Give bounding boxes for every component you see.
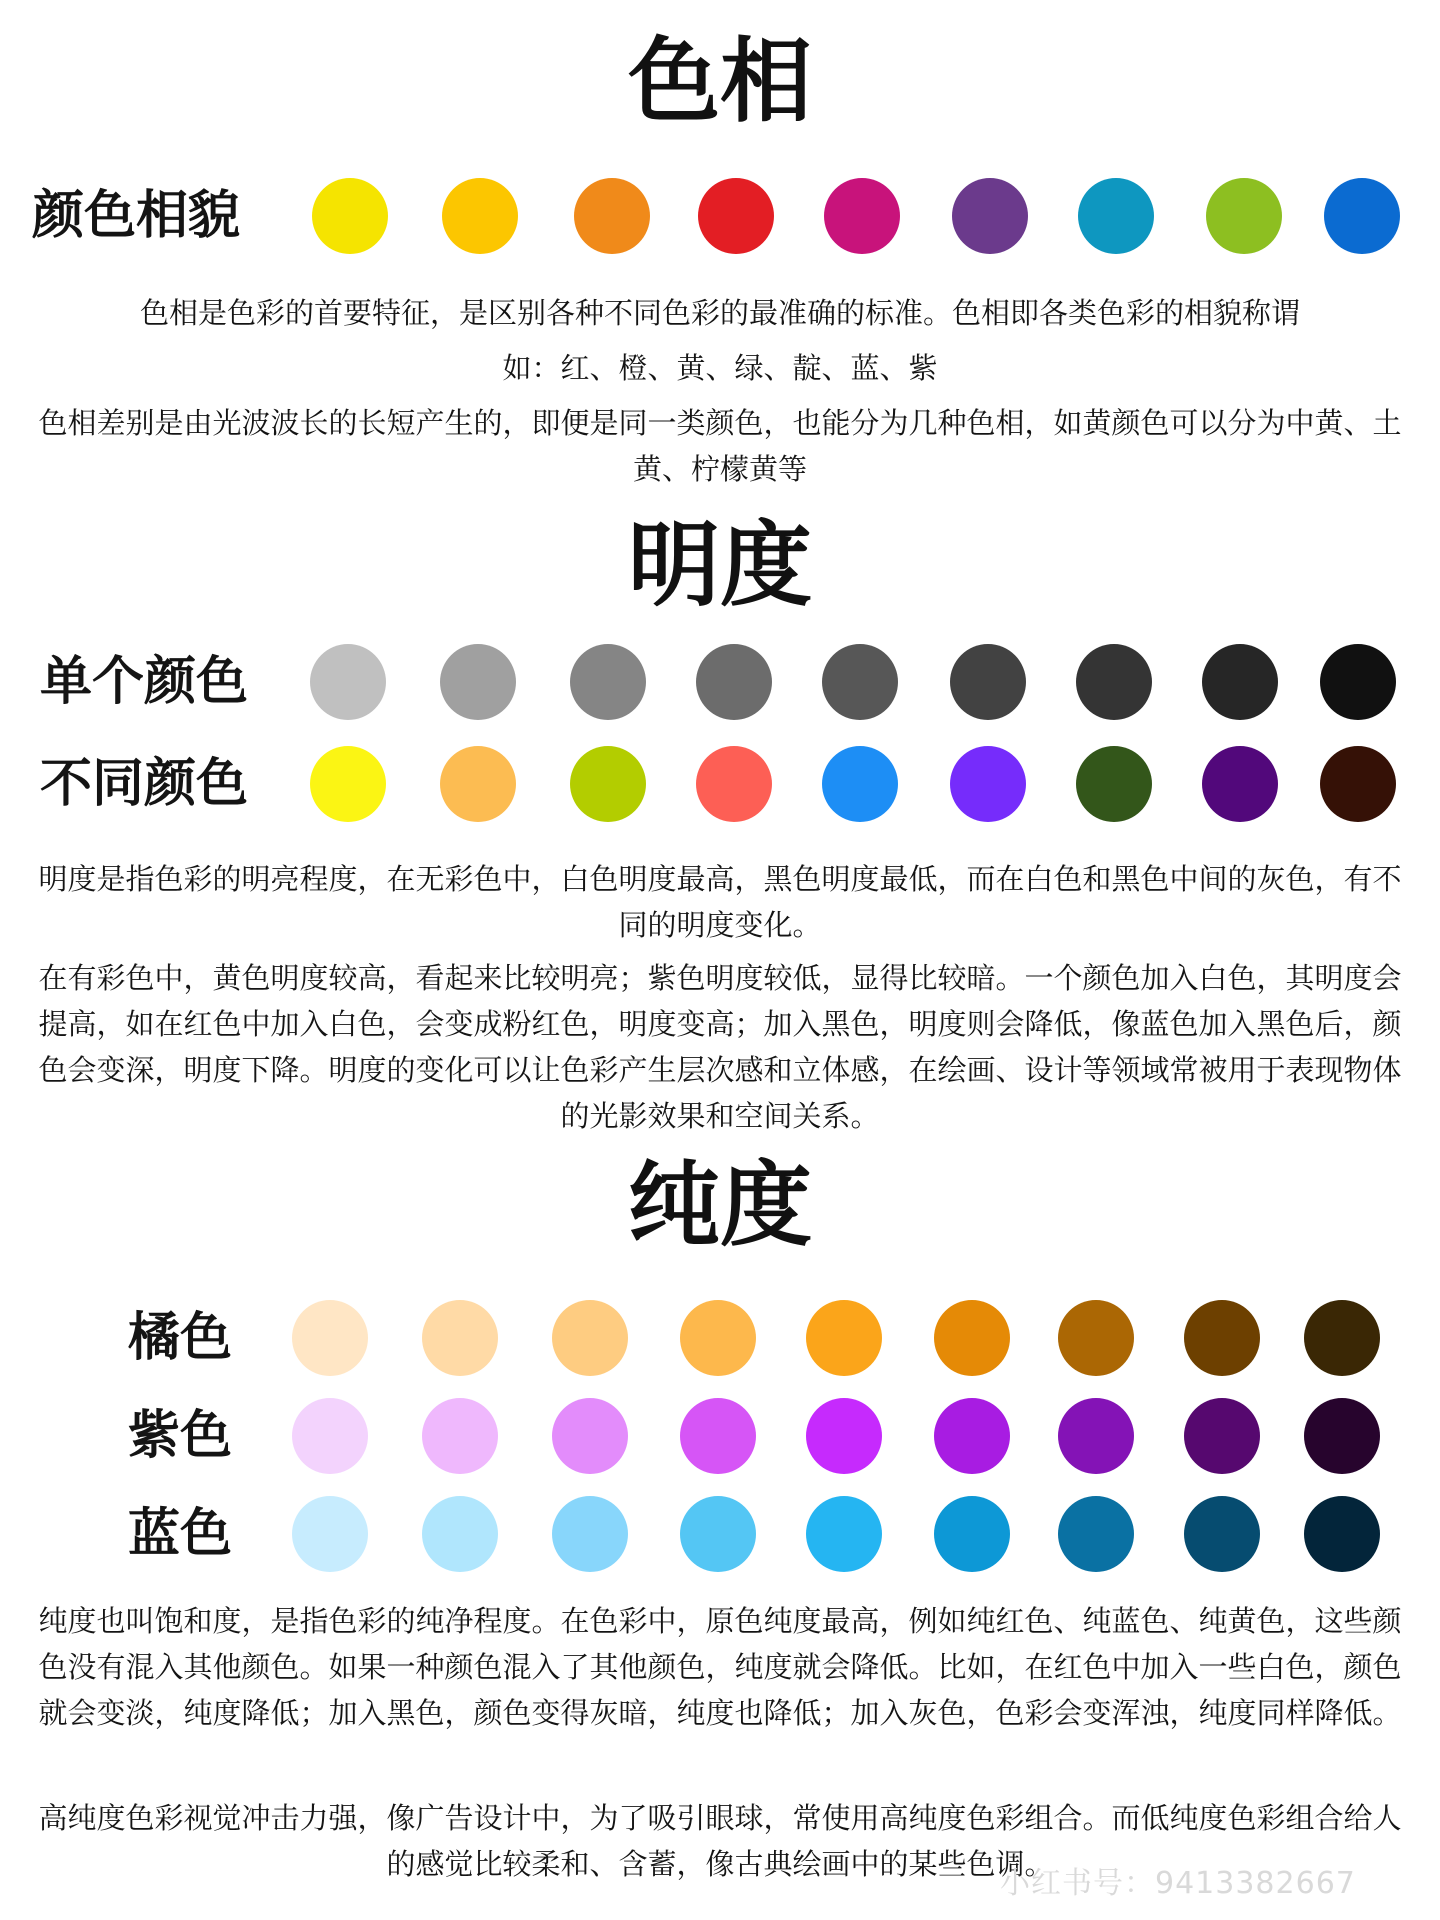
hue-title: 色相 [627,28,812,135]
hue-row [0,176,1440,256]
color-swatch [806,1496,882,1572]
brightness-paragraph-1: 明度是指色彩的明亮程度，在无彩色中，白色明度最高，黑色明度最低，而在白色和黑色中间的灰色，有不同的明度变化。 [38,862,1402,942]
brightness-paragraph-2: 在有彩色中，黄色明度较高，看起来比较明亮；紫色明度较低，显得比较暗。一个颜色加入白色，其明度会提高，如在红色中加入白色，会变成粉红色，明度变高；加入黑色，明度则会降低，像蓝色加入黑色后，颜色会变深，明度下降。明度的变化可以让色彩产生层次感和立体感，在绘画、设计等领域常被用于表现物体的光影效果和空间关系。 [38,961,1402,1133]
color-swatch [292,1398,368,1474]
color-swatch [934,1300,1010,1376]
color-swatch [696,644,772,720]
color-swatch [422,1300,498,1376]
color-swatch [950,746,1026,822]
color-swatch [1304,1398,1380,1474]
color-swatch [1184,1496,1260,1572]
color-swatch [570,746,646,822]
color-swatch [1320,644,1396,720]
color-swatch [1320,746,1396,822]
color-swatch [1076,644,1152,720]
row-label: 橘色 [128,1308,233,1368]
color-swatch [1058,1496,1134,1572]
hue-paragraph-2: 如：红、橙、黄、绿、靛、蓝、紫 [502,351,938,385]
color-swatch [1202,746,1278,822]
saturation-row-purple [0,1396,1440,1476]
color-swatch [552,1496,628,1572]
color-swatch [574,178,650,254]
color-swatch [1058,1300,1134,1376]
color-swatch [422,1398,498,1474]
color-swatch [552,1300,628,1376]
brightness-title: 明度 [627,512,812,619]
color-swatch [680,1300,756,1376]
color-swatch [950,644,1026,720]
row-label: 颜色相貌 [32,186,241,246]
row-label: 紫色 [128,1406,233,1466]
color-swatch [822,746,898,822]
color-swatch [570,644,646,720]
hue-paragraph-1: 色相是色彩的首要特征，是区别各种不同色彩的最准确的标准。色相即各类色彩的相貌称谓 [139,296,1300,330]
color-swatch [696,746,772,822]
saturation-paragraph-1: 纯度也叫饱和度，是指色彩的纯净程度。在色彩中，原色纯度最高，例如纯红色、纯蓝色、纯黄色，这些颜色没有混入其他颜色。如果一种颜色混入了其他颜色，纯度就会降低。比如，在红色中加入一些白色，颜色就会变淡，纯度降低；加入黑色，颜色变得灰暗，纯度也降低；加入灰色，色彩会变浑浊，纯度同样降低。 [38,1604,1402,1730]
color-swatch [1184,1300,1260,1376]
color-swatch [310,746,386,822]
row-label: 单个颜色 [40,652,249,712]
color-swatch [1304,1496,1380,1572]
color-swatch [292,1496,368,1572]
color-swatch [1324,178,1400,254]
hue-paragraph-3: 色相差别是由光波波长的长短产生的，即便是同一类颜色，也能分为几种色相，如黄颜色可以分为中黄、土黄、柠檬黄等 [38,406,1402,486]
color-swatch [422,1496,498,1572]
color-swatch [440,644,516,720]
color-swatch [552,1398,628,1474]
brightness-row-single [0,642,1440,722]
color-swatch [806,1398,882,1474]
color-swatch [1076,746,1152,822]
color-swatch [934,1398,1010,1474]
color-swatch [310,644,386,720]
color-swatch [952,178,1028,254]
color-swatch [1304,1300,1380,1376]
color-swatch [440,746,516,822]
color-swatch [312,178,388,254]
color-swatch [1206,178,1282,254]
color-swatch [824,178,900,254]
color-swatch [442,178,518,254]
color-swatch [698,178,774,254]
row-label: 不同颜色 [40,754,249,814]
color-swatch [806,1300,882,1376]
saturation-row-orange [0,1298,1440,1378]
saturation-paragraph-2: 高纯度色彩视觉冲击力强，像广告设计中，为了吸引眼球，常使用高纯度色彩组合。而低纯度色彩组合给人的感觉比较柔和、含蓄，像古典绘画中的某些色调。 [38,1801,1402,1881]
color-swatch [1078,178,1154,254]
color-swatch [680,1496,756,1572]
row-label: 蓝色 [128,1504,233,1564]
color-swatch [1202,644,1278,720]
brightness-row-different [0,744,1440,824]
color-swatch [680,1398,756,1474]
color-swatch [934,1496,1010,1572]
color-swatch [1058,1398,1134,1474]
color-swatch [292,1300,368,1376]
saturation-title: 纯度 [627,1152,812,1259]
watermark-text: 小红书号：9413382667 [1000,1866,1356,1901]
color-swatch [1184,1398,1260,1474]
color-swatch [822,644,898,720]
saturation-row-blue [0,1494,1440,1574]
